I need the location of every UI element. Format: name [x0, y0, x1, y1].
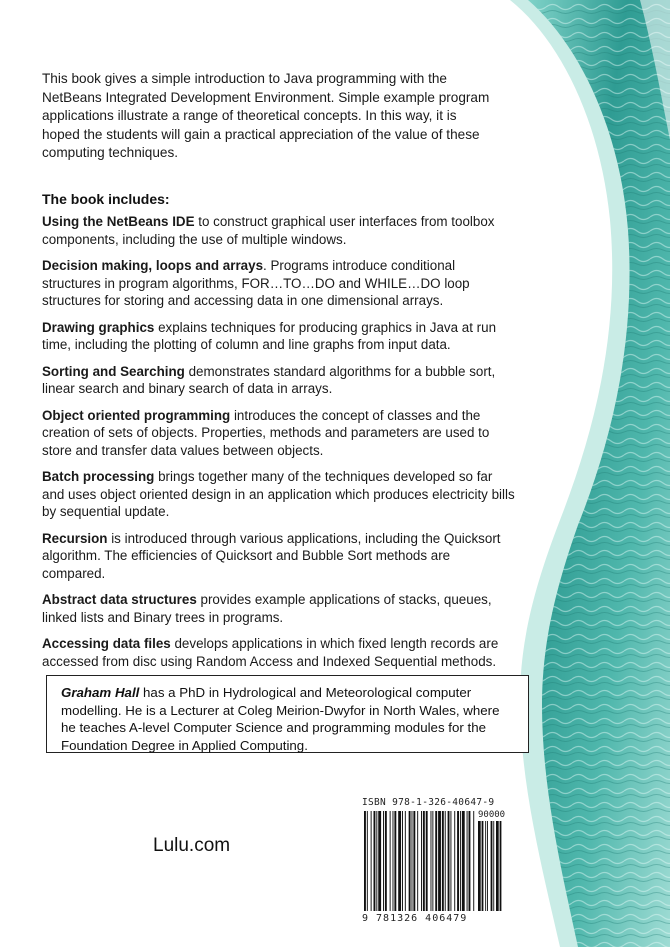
barcode-bar	[412, 811, 413, 911]
barcode-bar	[398, 811, 401, 911]
isbn-barcode	[362, 797, 506, 925]
barcode-bar	[462, 811, 465, 911]
barcode-addon-bar	[491, 821, 493, 911]
feature-item	[42, 257, 517, 310]
barcode-bar	[409, 811, 411, 911]
barcode-bar	[390, 811, 391, 911]
feature-text: introduces the concept of classes and the creation of sets of objects. Properties, methods and parameters are used to store and transfer data values between objects.	[42, 407, 490, 458]
feature-item	[42, 468, 517, 521]
feature-term: Accessing data files	[42, 636, 171, 651]
barcode-bar	[457, 811, 459, 911]
feature-list	[42, 213, 517, 679]
barcode-bar	[413, 811, 415, 911]
feature-term: Recursion	[42, 530, 108, 546]
barcode-bar	[469, 811, 471, 911]
barcode-addon-bar	[496, 821, 499, 911]
barcode-bar	[454, 811, 455, 911]
barcode-bar	[450, 811, 451, 911]
barcode-bar	[385, 811, 387, 911]
barcode-bar	[376, 811, 377, 911]
feature-item	[42, 363, 517, 398]
barcode-digits: 9 781326 406479	[362, 913, 468, 924]
barcode-addon-bar	[482, 821, 484, 911]
author-bio-box	[46, 675, 529, 753]
barcode-bar	[432, 811, 433, 911]
feature-term: Decision making, loops and arrays	[42, 258, 264, 273]
feature-text: is introduced through various applications, including the Quicksort algorithm. The efficiencies of Quicksort and Bubble Sort methods are compared.	[42, 530, 501, 581]
barcode-bar	[367, 811, 368, 911]
feature-text: brings together many of the techniques developed so far and uses object oriented design in an application which produces electricity bills by sequential update.	[42, 469, 515, 519]
feature-text: . Programs introduce conditional structures in program algorithms, FOR…TO…DO and WHILE…DO loop structures for storing and accessing data in one dimensional arrays.	[42, 258, 470, 308]
barcode-bar	[421, 811, 422, 911]
barcode-bar	[405, 811, 406, 911]
feature-item	[42, 635, 517, 670]
feature-text: to construct graphical user interfaces from toolbox components, including the use of multiple windows.	[42, 214, 495, 247]
feature-text: explains techniques for producing graphics in Java at run time, including the plotting of column and line graphs from input data.	[42, 319, 497, 352]
barcode-addon-bar	[493, 821, 494, 911]
feature-text: provides example applications of stacks, queues, linked lists and Binary trees in programs.	[42, 592, 492, 625]
feature-term: Object oriented programming	[42, 407, 231, 423]
feature-text: develops applications in which fixed length records are accessed from disc using Random Access and Indexed Sequential methods.	[42, 636, 499, 669]
barcode-bar	[383, 811, 384, 911]
feature-item	[42, 591, 517, 626]
includes-heading: The book includes:	[42, 191, 170, 207]
feature-term: Abstract data structures	[42, 592, 197, 607]
feature-item	[42, 407, 517, 460]
barcode-bar	[435, 811, 437, 911]
barcode-bar	[393, 811, 394, 911]
barcode-bars	[362, 797, 502, 925]
feature-text: demonstrates standard algorithms for a bubble sort, linear search and binary search of data in arrays.	[42, 363, 496, 396]
barcode-addon-bar	[478, 821, 481, 911]
feature-term: Batch processing	[42, 469, 155, 484]
barcode-addon: 90000	[478, 810, 506, 820]
feature-term: Sorting and Searching	[42, 363, 185, 379]
barcode-bar	[417, 811, 418, 911]
barcode-bar	[374, 811, 376, 911]
feature-term: Using the NetBeans IDE	[42, 214, 195, 229]
barcode-addon-bar	[487, 821, 488, 911]
feature-item	[42, 530, 517, 583]
barcode-bar	[448, 811, 450, 911]
author-bio: has a PhD in Hydrological and Meteorological computer modelling. He is a Lecturer at Coleg Meirion-Dwyfor in North Wales, where he teaches A-level Computer Science and programming modules for the Foundation Degree in Applied Computing.	[61, 685, 500, 753]
publisher-name: Lulu.com	[153, 835, 231, 856]
barcode-bar	[402, 811, 403, 911]
isbn-text: ISBN 978-1-326-40647-9	[362, 797, 495, 808]
feature-term: Drawing graphics	[42, 319, 155, 335]
barcode-bar	[460, 811, 461, 911]
barcode-bar	[378, 811, 381, 911]
barcode-bar	[467, 811, 468, 911]
barcode-addon-bar	[485, 821, 486, 911]
barcode-bar	[473, 811, 474, 911]
barcode-bar	[364, 811, 366, 911]
barcode-bar	[442, 811, 444, 911]
barcode-bar	[423, 811, 425, 911]
barcode-addon-bar	[500, 821, 502, 911]
author-name: Graham Hall	[61, 685, 140, 700]
barcode-bar	[445, 811, 446, 911]
barcode-bar	[394, 811, 396, 911]
barcode-bar	[426, 811, 428, 911]
feature-item	[42, 319, 517, 354]
feature-item	[42, 213, 517, 248]
barcode-bar	[371, 811, 372, 911]
barcode-bar	[438, 811, 441, 911]
intro-paragraph: This book gives a simple introduction to Java programming with the NetBeans Integrated Development Environment. Simple example program applications illustrate a range of theoretical concepts. In this way, it is hoped the students will gain a practical appreciation of the value of these computing techniques.	[42, 71, 490, 160]
barcode-bar	[431, 811, 432, 911]
